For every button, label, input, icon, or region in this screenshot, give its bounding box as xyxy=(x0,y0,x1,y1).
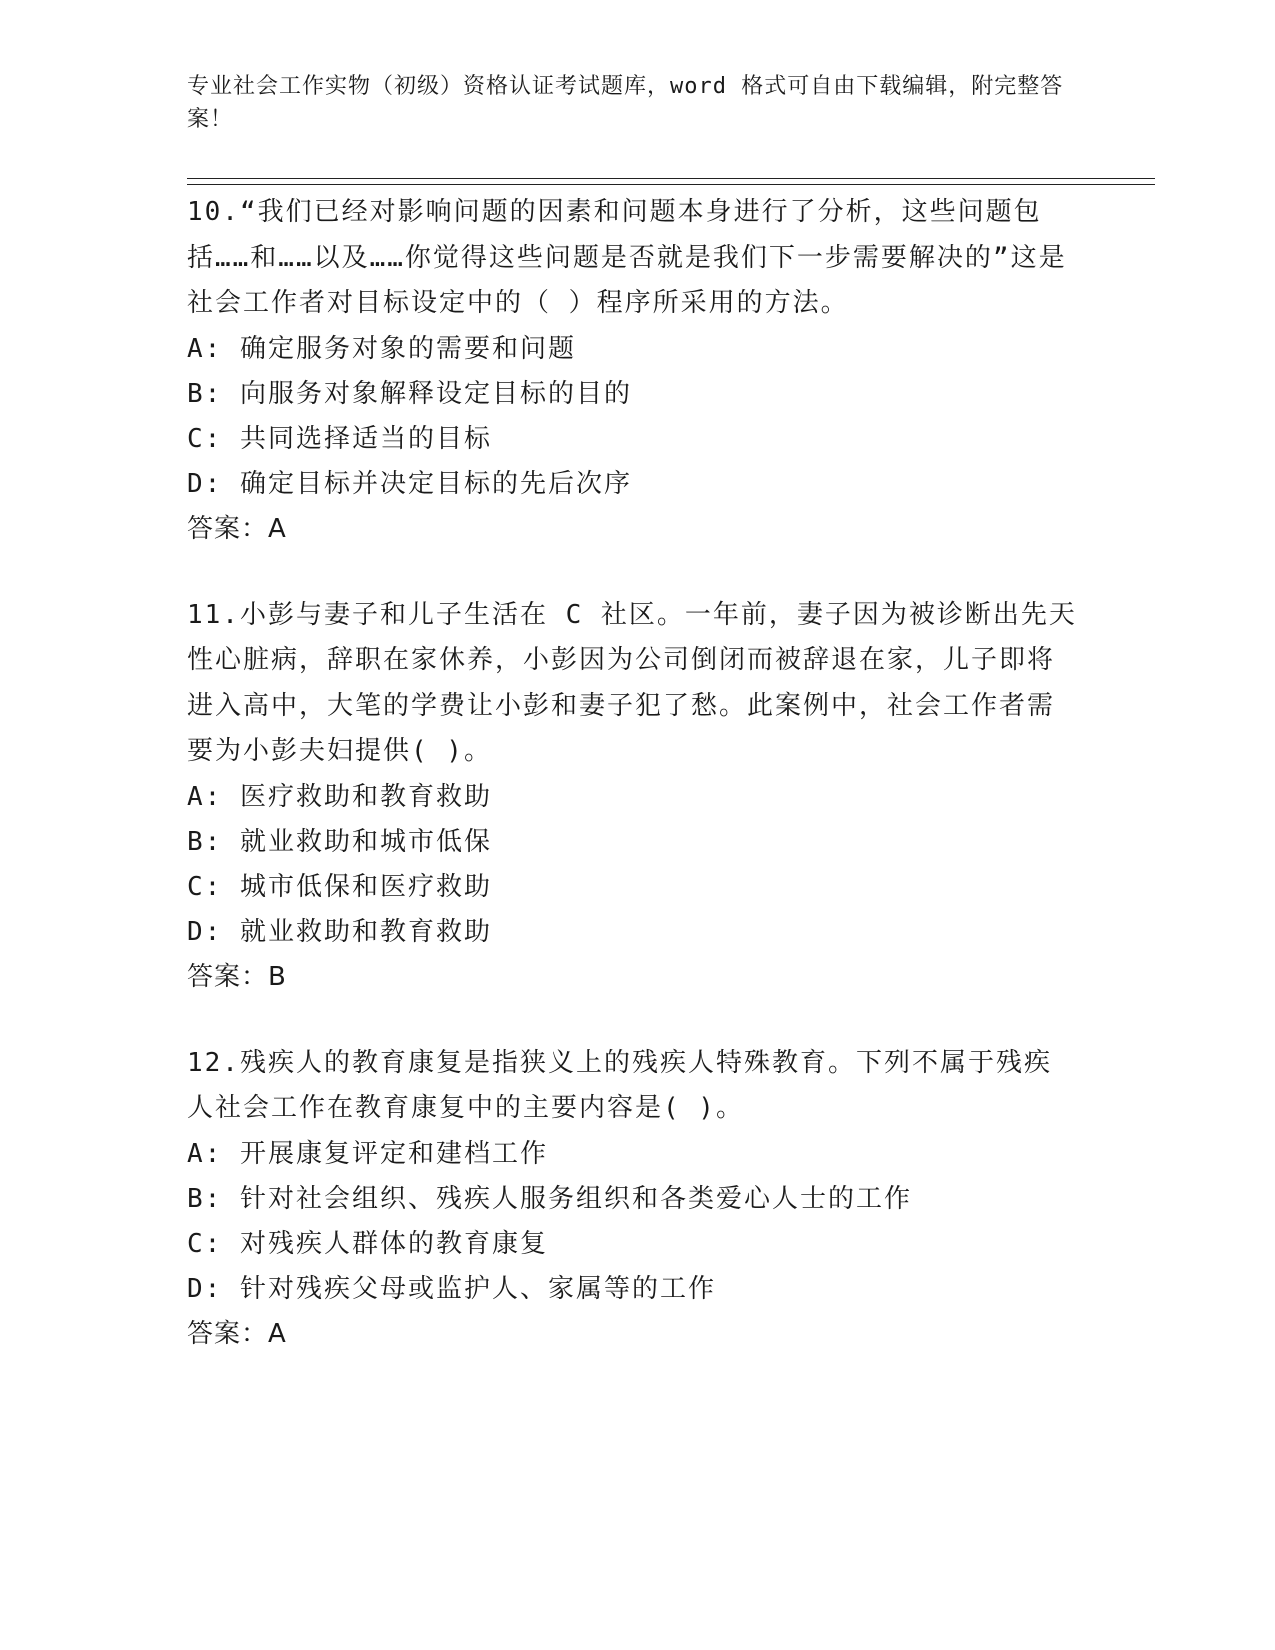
answer-line: 答案：A xyxy=(187,513,287,544)
option-a: A: 开展康复评定和建档工作 xyxy=(187,1138,548,1169)
option-a: A: 确定服务对象的需要和问题 xyxy=(187,333,576,364)
option-b: B: 向服务对象解释设定目标的目的 xyxy=(187,378,632,409)
page-header: 专业社会工作实物（初级）资格认证考试题库，word 格式可自由下载编辑，附完整答案！ xyxy=(187,74,1064,132)
option-c: C: 共同选择适当的目标 xyxy=(187,423,492,454)
question-stem: 12.残疾人的教育康复是指狭义上的残疾人特殊教育。下列不属于残疾人社会工作在教育康复中的主要内容是( )。 xyxy=(187,1047,1052,1123)
question-stem: 11.小彭与妻子和儿子生活在 C 社区。一年前，妻子因为被诊断出先天性心脏病，辞职在家休养，小彭因为公司倒闭而被辞退在家，儿子即将进入高中，大笔的学费让小彭和妻子犯了愁。此案例中，社会工作者需要为小彭夫妇提供( )。 xyxy=(187,599,1077,766)
option-c: C: 对残疾人群体的教育康复 xyxy=(187,1228,548,1259)
option-c: C: 城市低保和医疗救助 xyxy=(187,871,492,902)
answer-line: 答案：B xyxy=(187,961,287,992)
option-d: D: 确定目标并决定目标的先后次序 xyxy=(187,468,632,499)
answer-line: 答案：A xyxy=(187,1318,287,1349)
header-divider xyxy=(187,178,1155,185)
option-b: B: 就业救助和城市低保 xyxy=(187,826,492,857)
question-11 xyxy=(187,593,1077,1000)
question-stem: 10.“我们已经对影响问题的因素和问题本身进行了分析，这些问题包括……和……以及……你觉得这些问题是否就是我们下一步需要解决的”这是社会工作者对目标设定中的（ ）程序所采用的方法。 xyxy=(187,197,1067,318)
question-10 xyxy=(187,190,1077,552)
option-d: D: 针对残疾父母或监护人、家属等的工作 xyxy=(187,1273,716,1304)
question-12 xyxy=(187,1041,1077,1357)
option-a: A: 医疗救助和教育救助 xyxy=(187,781,492,812)
question-list xyxy=(187,190,1077,1398)
option-d: D: 就业救助和教育救助 xyxy=(187,916,492,947)
option-b: B: 针对社会组织、残疾人服务组织和各类爱心人士的工作 xyxy=(187,1183,912,1214)
